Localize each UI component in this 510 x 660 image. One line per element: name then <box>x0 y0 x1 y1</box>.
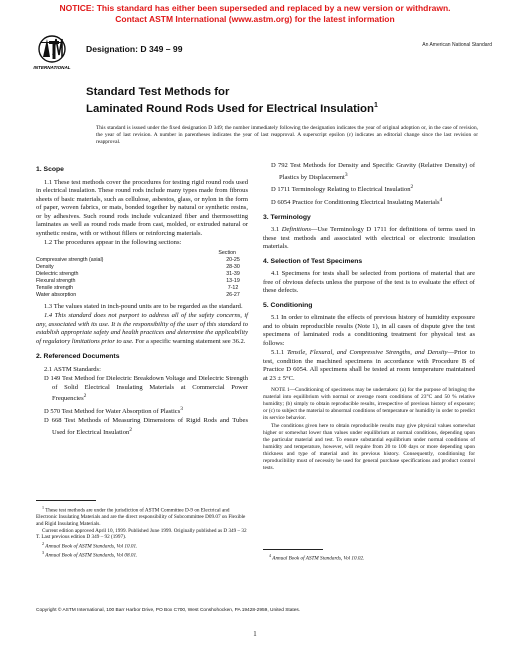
table-row: Density 28-30 <box>36 263 240 270</box>
right-column <box>263 162 475 473</box>
reference-d792: D 792 Test Methods for Density and Specific Gravity (Relative Density) of Plastics by Displacement$^3$ <box>271 162 475 181</box>
table-row: Water absorption 26-27 <box>36 291 240 298</box>
designation: Designation: D 349 – 99 <box>86 44 183 54</box>
footnotes-left <box>36 505 248 559</box>
footnote-rule-right <box>263 549 323 550</box>
notice-line-1: NOTICE: This standard has either been superseded and replaced by a new version or withdrawn. <box>59 3 451 13</box>
astm-logo-icon <box>33 33 71 77</box>
reference-d1711: D 1711 Terminology Relating to Electrical Insulation$^2$ <box>271 184 414 194</box>
section-heading-scope: 1. Scope <box>36 166 64 173</box>
table-row: Tensile strength 7-12 <box>36 284 239 291</box>
page-number: 1 <box>253 631 257 638</box>
footnote-1-edition: Current edition approved April 10, 1999. Published June 1999. Originally published as D 349 – 32 T. Last previous edition D 349 – 92 (1997). <box>36 527 247 541</box>
note-1: NOTE 1—Conditioning of specimens may be undertaken: (a) for the purpose of bringing the material into equilibrium with normal or average room conditions of 23°C and 50 % relative humidity; (b) simply to obtain reproducible results, irrespective of previous history of exposure; or (c) to subject the material to abnormal conditions of temperature or humidity in order to predict its service behavior. <box>263 387 475 422</box>
footnote-1: $^1$ These test methods are under the jurisdiction of ASTM Committee D-9 on Electrical and Electronic Insulating Materials and are the direct responsibility of Subcommittee D09.07 on Flexible and Rigid Insulating Materials. <box>36 505 246 527</box>
procedures-table <box>36 250 248 299</box>
footnote-2: $^2$ Annual Book of ASTM Standards, Vol 10.01. <box>42 540 138 550</box>
table-row: Flexural strength 13-19 <box>36 277 240 284</box>
footnote-3: $^3$ Annual Book of ASTM Standards, Vol 08.01. <box>42 550 138 559</box>
reference-d149: D 149 Test Method for Dielectric Breakdown Voltage and Dielectric Strength of Solid Electrical Insulating Materials at Commercial Power Frequencies$^2$ <box>44 375 248 403</box>
paragraph-5-1: 5.1 In order to eliminate the effects of previous history of humidity exposure and to obtain reproducible results (Note 1), in all cases of dispute give the test specimens of laminated rods a conditioning treatment for physical test as follows: <box>263 314 475 347</box>
table-row: Dielectric strength 31-39 <box>36 270 240 277</box>
astm-logo <box>33 33 71 77</box>
section-heading-selection: 4. Selection of Test Specimens <box>263 257 363 265</box>
american-national-standard-label: An American National Standard <box>422 42 492 48</box>
paragraph-1-4: 1.4 This standard does not purport to address all of the safety concerns, if any, associated with its use. It is the responsibility of the user of this standard to establish appropriate safety and health practices and determine the applicability of regulatory limitations prior to use. For a specific warning statement see 36.2. <box>36 312 248 345</box>
table-row: Compressive strength (axial) 20-25 <box>36 256 240 263</box>
withdrawal-notice <box>0 3 510 25</box>
paragraph-5-1-1: 5.1.1 Tensile, Flexural, and Compressive Strengths, and Density—Prior to test, condition the machined specimens in accordance with Procedure B of Practice D 6054. All specimens shall be tested at room temperature maintained at 23 ± 5°C. <box>263 349 476 382</box>
paragraph-1-1: 1.1 These test methods cover the procedures for testing rigid round rods used in electrical insulation. These round rods include many types made from fibrous sheets of basic materials, such as cellulose, asbestos, glass, or nylon in the form of paper, woven fabrics, or mats, bonded together by natural or synthetic resins, or by adhesives. Such round rods include vulcanized fiber and thermosetting laminates as well as round rods made from cast, molded, or extruded natural or synthetic resins, with or without fillers or reinforcing materials. <box>36 178 248 237</box>
footnote-rule-left <box>36 500 96 501</box>
svg-text:INTERNATIONAL: INTERNATIONAL <box>33 65 71 70</box>
paragraph-1-3: 1.3 The values stated in inch-pound units are to be regarded as the standard. <box>44 302 243 310</box>
notice-line-2: Contact ASTM International (www.astm.org) for the latest information <box>115 14 395 24</box>
title-line-1: Standard Test Methods for <box>86 86 230 98</box>
section-heading-conditioning: 5. Conditioning <box>263 301 313 309</box>
left-column <box>36 162 248 439</box>
table-header-section: Section <box>218 249 236 256</box>
paragraph-2-1: 2.1 ASTM Standards: <box>44 365 101 373</box>
note-1-continued: The conditions given here to obtain reproducible results may give physical values somewhat higher or somewhat lower than values under equilibrium at normal conditions, depending upon the particular material and test. To ensure substantial equilibrium under normal conditions of humidity and temperature, however, will require from 20 to 100 days or more depending upon thickness and type of material and its previous history. Consequently, conditioning for reproducibility must of necessity be used for general purchase specifications and product control tests. <box>263 423 475 472</box>
reference-d570: D 570 Test Method for Water Absorption of Plastics$^3$ <box>44 405 183 415</box>
reference-d668: D 668 Test Methods of Measuring Dimensions of Rigid Rods and Tubes Used for Electrical Insulation$^2$ <box>44 417 248 437</box>
paragraph-4-1: 4.1 Specimens for tests shall be selected from portions of material that are free of obvious defects unless the purpose of the test is to evaluate the effect of these defects. <box>263 270 475 295</box>
section-heading-terminology: 3. Terminology <box>263 213 311 221</box>
preface-paragraph: This standard is issued under the fixed designation D 349; the number immediately following the designation indicates the year of original adoption or, in the case of revision, the year of last revision. A number in parentheses indicates the year of last reapproval. A superscript epsilon (ε) indicates an editorial change since the last revision or reapproval. <box>96 125 478 145</box>
section-heading-referenced-documents: 2. Referenced Documents <box>36 353 120 360</box>
reference-d6054: D 6054 Practice for Conditioning Electrical Insulating Materials$^4$ <box>271 196 443 207</box>
paragraph-1-2: 1.2 The procedures appear in the following sections: <box>44 239 182 246</box>
document-title <box>86 86 486 116</box>
title-line-2: Laminated Round Rods Used for Electrical Insulation$^1$ <box>86 102 378 115</box>
footnotes-right <box>263 553 475 562</box>
copyright-line: Copyright © ASTM International, 100 Barr Harbor Drive, PO Box C700, West Conshohocken, PA 19428-2959, United States. <box>36 608 301 613</box>
paragraph-3-1: 3.1 Definitions—Use Terminology D 1711 for definitions of terms used in these test methods and associated with electrical or electronic insulation materials. <box>263 226 475 251</box>
footnote-4: $^4$ Annual Book of ASTM Standards, Vol 10.02. <box>269 553 365 562</box>
